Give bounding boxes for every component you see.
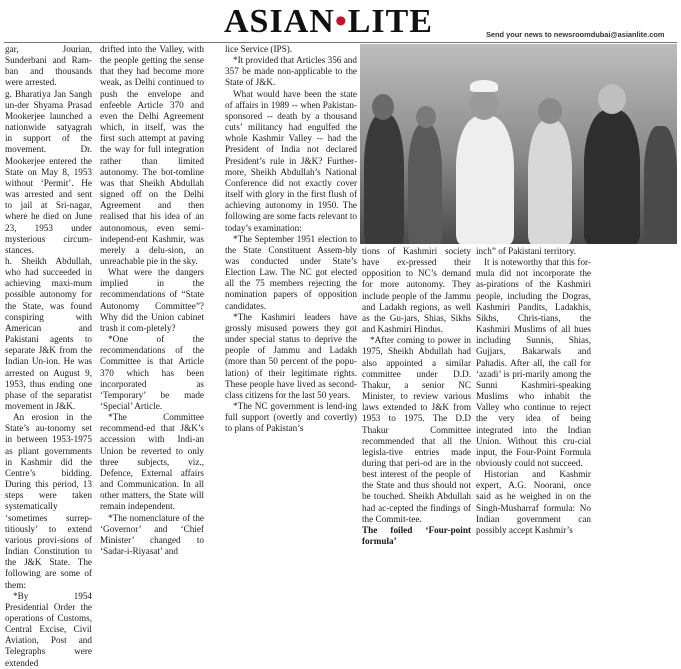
photo-figure-head: [538, 98, 562, 124]
historical-group-photo: [360, 44, 677, 244]
logo-part-lite: LITE: [347, 3, 433, 40]
photo-figure: [364, 114, 404, 244]
paragraph: What would have been the state of affairs in 1989 -- when Pakistan-sponsored -- death by a thousand cuts’ militancy had engulfed the whole Kashmir Valley -- had the President of India not declared President’s rule in J&K? Further-more, Sheikh Abdullah’s National Conference did not exactly cover itself with glory in the first flush of achieving autonomy in 1950. The following are some facts relevant to today’s examination:: [225, 88, 357, 233]
paragraph: *The nomenclature of the ‘Governor’ and ‘Chief Minister’ changed to ‘Sadar-i-Riyasat’ and: [100, 512, 204, 557]
photo-figure: [644, 126, 677, 244]
photo-figure-cap: [470, 80, 498, 92]
photo-figure-head: [470, 88, 498, 120]
logo-part-asian: ASIAN: [224, 3, 335, 40]
paragraph: *By 1954 Presidential Order the operations of Customs, Central Excise, Civil Aviation, Post and Telegraphs were extended: [5, 590, 92, 668]
photo-figure: [528, 120, 572, 244]
paragraph: *One of the recommendations of the Committee is that Article 370 which has been incorporated as ‘Temporary’ be made ‘Special’ Article.: [100, 334, 204, 411]
paragraph: tions of Kashmiri society have ex-pressed their opposition to NC’s demand for more autonomy. They include people of the Jammu and Ladakh regions, as well as the Gu-jars, Shias, Sikhs and Kashmiri Hindus.: [362, 246, 471, 335]
paragraph: *It provided that Articles 356 and 357 be made non-applicable to the State of J&K.: [225, 55, 357, 88]
photo-figure-head: [598, 84, 626, 114]
paragraph: *The NC government is lend-ing full support (overtly and covertly) to plans of Pakistan’s: [225, 401, 357, 434]
photo-figure: [456, 116, 514, 244]
article-column-1: [5, 44, 92, 668]
article-column-2: [100, 44, 204, 557]
article-column-5: [476, 246, 591, 535]
subheading-text: The foiled ‘Four-point formula’: [362, 524, 471, 547]
paragraph: An erosion in the State’s au-tonomy set in between 1953-1975 as pliant governments in Kashmir did the Centre’s bidding. During this period, 13 steps were taken systematically ‘sometimes surrep-titiously’ to extend various provi-sions of Indian Constitution to the J&K State. The following are some of them:: [5, 412, 92, 590]
paragraph: Historian and Kashmir expert, A.G. Noorani, once said as he weighed in on the Singh-Musharraf formula: No Indian government can possibly accept Kashmir’s: [476, 469, 591, 535]
paragraph: g. Bharatiya Jan Sangh un-der Shyama Prasad Mookerjee launched a nationwide satyagrah in support of the movement. Dr. Mookerjee entered the State on May 8, 1953 without ‘Permit’. He was arrested and sent to jail at Sri-nagar, where he died on June 23, 1953 under mysterious circum-stances.: [5, 88, 92, 255]
paragraph: drifted into the Valley, with the people getting the sense that they had become more weak, as Delhi continued to push the envelope and enfeeble Article 370 and even the Delhi Agreement which, in itself, was the first such attempt at paving the way for full integration rather than limited autonomy. The bot-tomline was that Sheikh Abdullah signed off on the Delhi Agreement and then realised that his idea of an autonomous, even semi-independ-ent Kashmir, was merely a delu-sion, an unreachable pie in the sky.: [100, 44, 204, 266]
paragraph: *The September 1951 election to the State Constituent Assem-bly was conducted under State’s Election Law. The NC got elected all the 75 members rejecting the nomination papers of opposition candidates.: [225, 233, 357, 311]
logo-separator-icon: •: [334, 3, 348, 40]
paragraph: *The Committee recommend-ed that J&K’s accession with Indi-an Union be reverted to only three subjects, viz., Defence, External affairs and Communication. In all other matters, the State will remain independent.: [100, 412, 204, 512]
masthead: [0, 0, 681, 44]
paragraph: *After coming to power in 1975, Sheikh Abdullah had also appointed a similar committee under D.D. Thakur, a senior NC Minister, to review various laws extended to J&K from 1953 to 1975. The D.D Thakur Committee recommended that all the legisla-tive entries made during that peri-od are in the best interest of the people of the State and thus should not be touched. Sheikh Abdullah had ac-cepted the findings of the Commit-tee.: [362, 335, 471, 524]
paragraph: gar, Jourian, Sunderbani and Ram-ban and thousands were arrested.: [5, 44, 92, 88]
subheading: [362, 525, 471, 547]
photo-figure: [584, 110, 640, 244]
publication-logo[interactable]: [224, 2, 433, 42]
submission-email[interactable]: Send your news to newsroomdubai@asianlite.com: [486, 30, 665, 39]
article-column-3: [225, 44, 357, 434]
photo-figure-head: [416, 106, 436, 128]
article-column-4: [362, 246, 471, 547]
photo-figure-head: [372, 94, 394, 120]
paragraph: *The Kashmiri leaders have grossly misused powers they got under special status to deprive the people of Jammu and Ladakh (more than 50 percent of the popu-lation) of their legitimate rights. These people have lived as second-class citizens for the last 50 years.: [225, 311, 357, 400]
photo-figure: [408, 124, 442, 244]
paragraph: inch” of Pakistani territory.: [476, 246, 576, 256]
paragraph: It is noteworthy that this for-mula did not incorporate the as-pirations of the Kashmiri people, including the Dogras, Kashmiri Pandits, Ladakhis, Sikhs, Chris-tians, the Kashmiri Muslims of all hues including Sunnis, Shias, Gujjars, Bakarwals and Pahadis. After all, the call for ‘azadi’ is pri-marily among the Sunni Kashmiri-speaking Muslims who inhabit the Valley who continue to reject the very idea of being integrated into the Indian Union. Without this cru-cial input, the Four-Point Formula obviously could not succeed.: [476, 257, 591, 468]
paragraph: lice Service (IPS).: [225, 44, 293, 54]
paragraph: h. Sheikh Abdullah, who had succeeded in achieving maxi-mum possible autonomy for the State, was found conspiring with American and Pakistani agents to separate J&K from the Indian Un-ion. He was arrested on August 9, 1953, thus ending one phase of the separatist movement in J&K.: [5, 255, 92, 411]
header-rule: [4, 42, 677, 43]
paragraph: What were the dangers implied in the recommendations of “State Autonomy Committee”? Why did the Union cabinet trash it com-pletely?: [100, 267, 204, 333]
